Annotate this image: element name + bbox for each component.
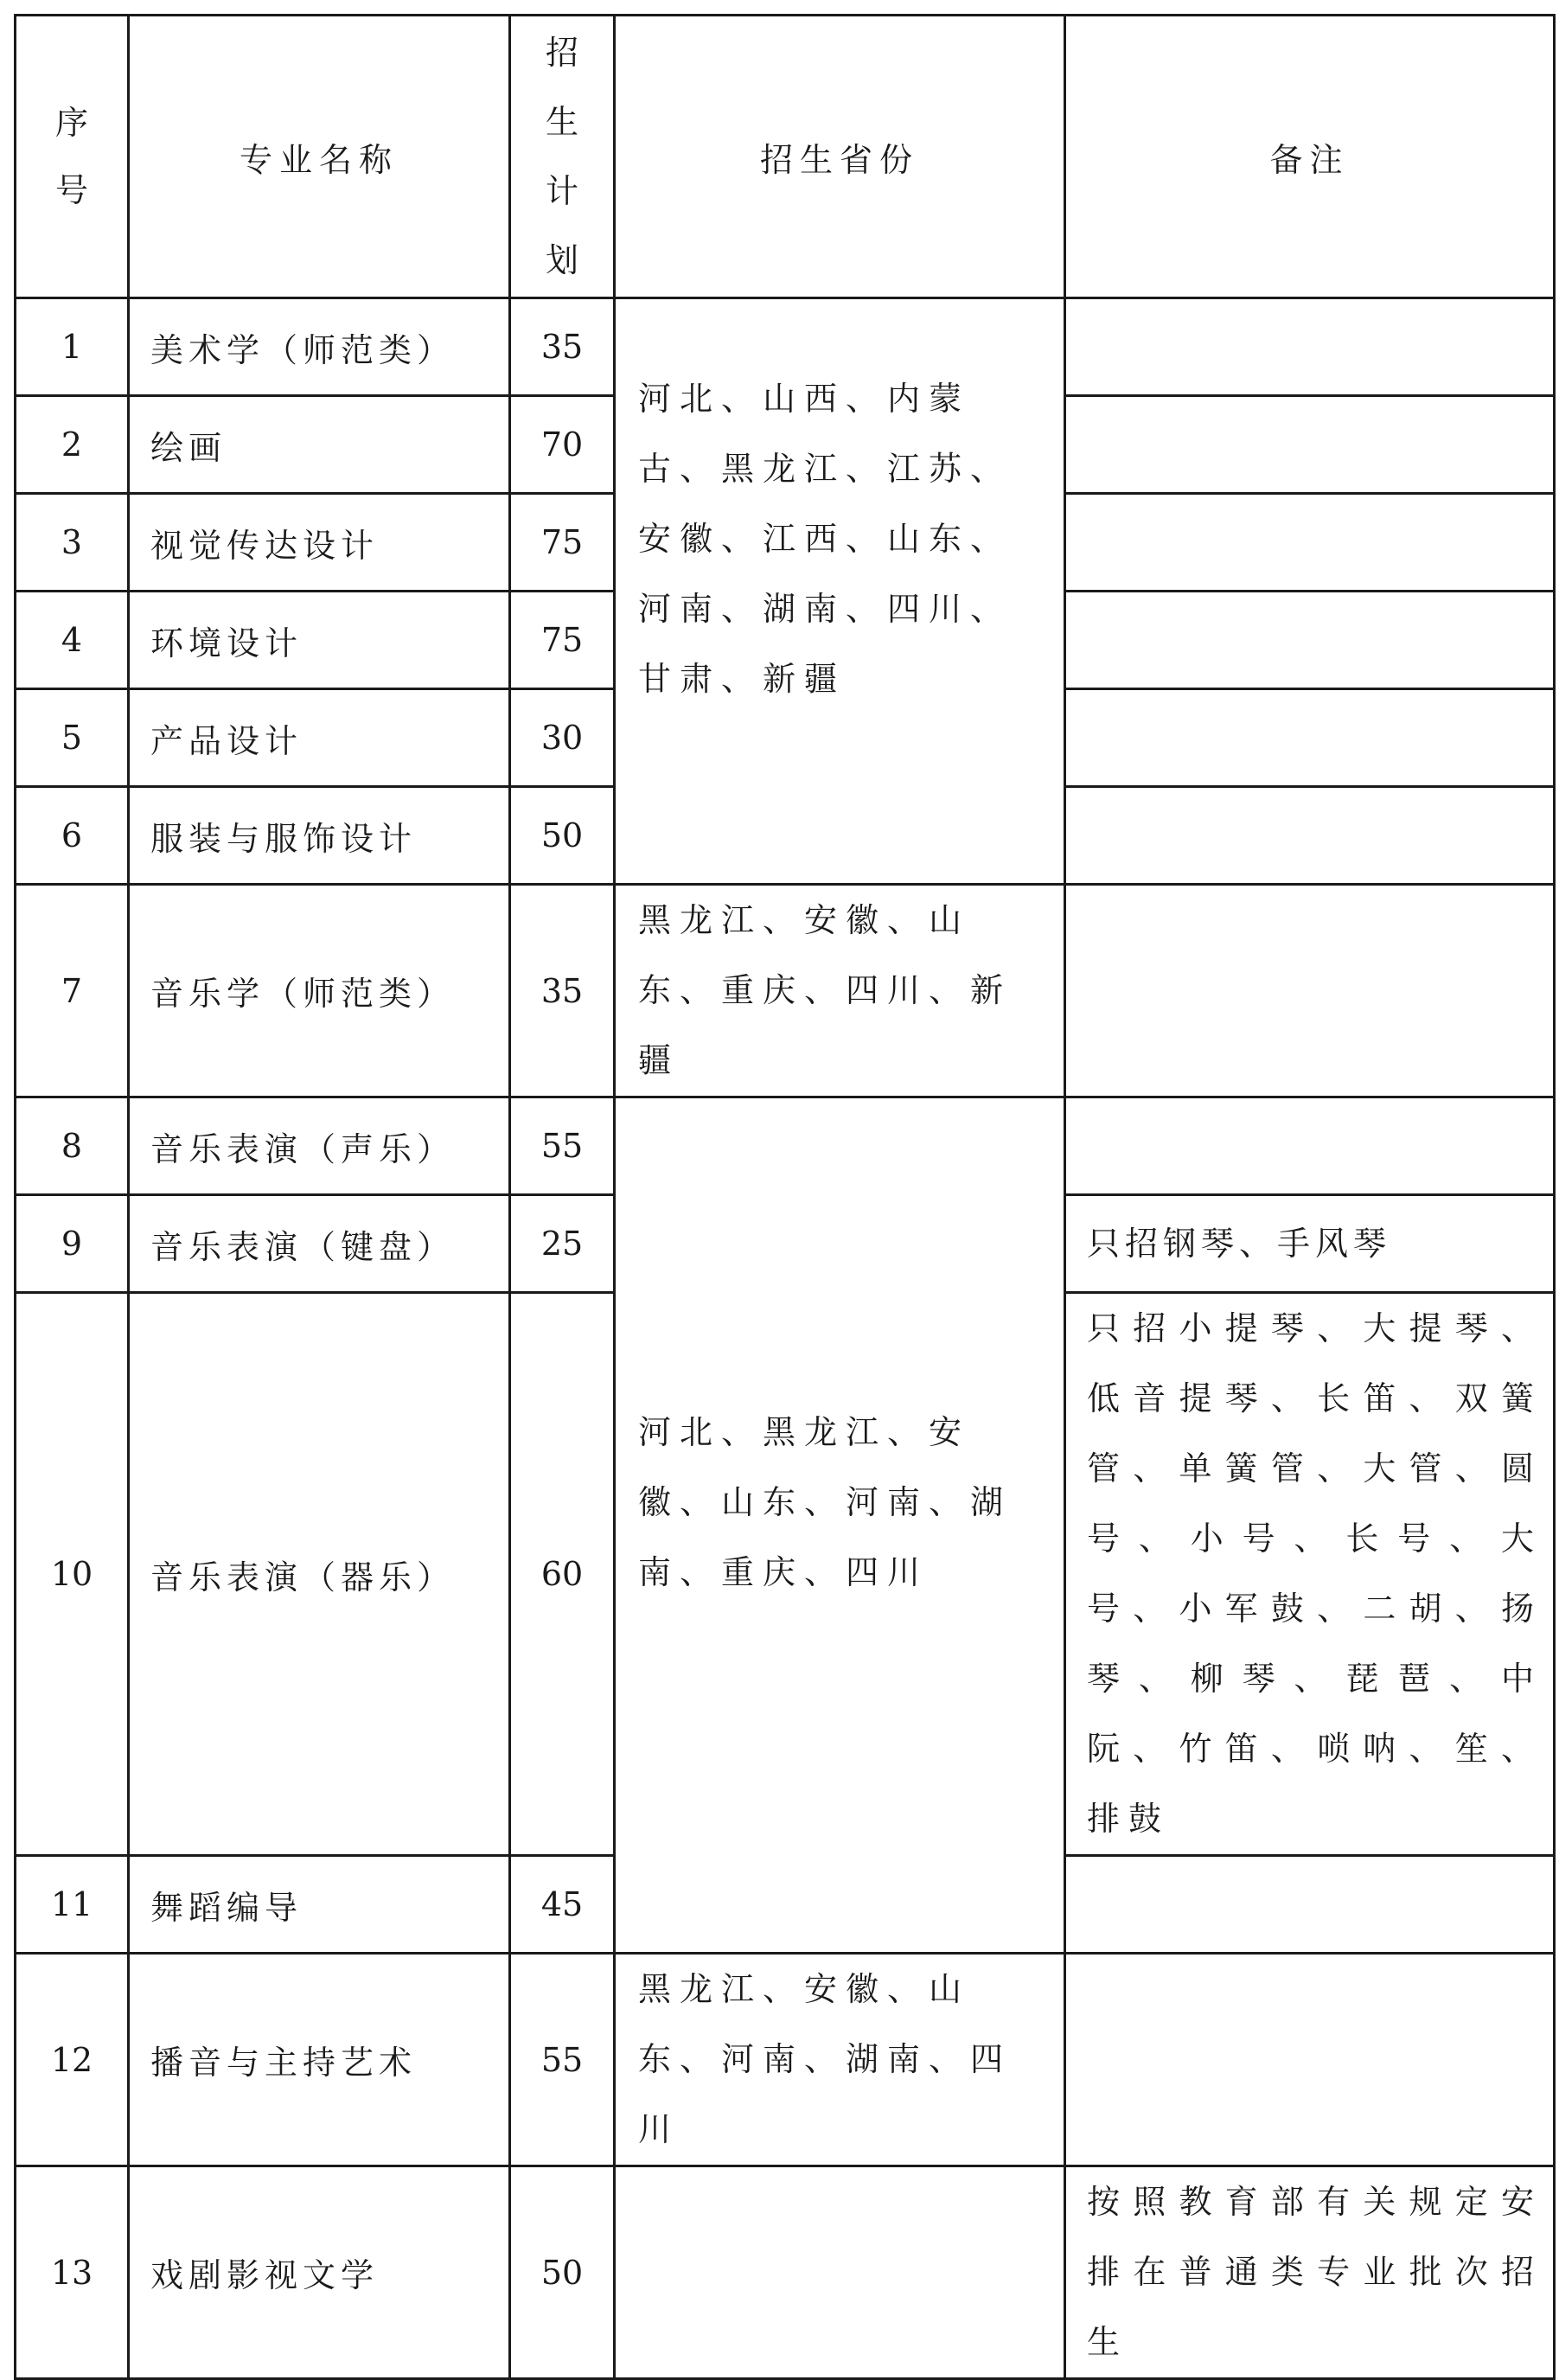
table-header-row [16, 16, 1555, 298]
enrollment-plan-table [14, 14, 1556, 2380]
header-seq-char: 号 [54, 171, 88, 209]
cell-plan: 55 [510, 1097, 615, 1195]
cell-note [1065, 787, 1555, 885]
cell-seq: 10 [16, 1293, 129, 1856]
cell-plan: 75 [510, 592, 615, 689]
cell-seq: 1 [16, 298, 129, 396]
cell-plan: 60 [510, 1293, 615, 1856]
cell-provinces [615, 298, 1065, 885]
cell-plan: 70 [510, 396, 615, 494]
cell-note: 只招小提琴、大提琴、低音提琴、长笛、双簧管、单簧管、大管、圆号、小号、长号、大号、小军鼓、二胡、扬琴、柳琴、琵琶、中阮、竹笛、唢呐、笙、排鼓 [1065, 1293, 1555, 1856]
cell-provinces: 黑龙江、安徽、山东、河南、湖南、四川 [615, 1954, 1065, 2166]
cell-plan: 30 [510, 689, 615, 787]
cell-seq: 6 [16, 787, 129, 885]
cell-seq: 5 [16, 689, 129, 787]
cell-provinces [615, 1097, 1065, 1954]
cell-major: 产品设计 [129, 689, 510, 787]
cell-note [1065, 689, 1555, 787]
table-row [16, 1954, 1555, 2166]
cell-plan: 55 [510, 1954, 615, 2166]
cell-note [1065, 1954, 1555, 2166]
provinces-text: 河北、黑龙江、安徽、山东、河南、湖南、重庆、四川 [638, 1413, 1013, 1591]
cell-note [1065, 1856, 1555, 1954]
cell-major: 美术学（师范类） [129, 298, 510, 396]
cell-plan: 50 [510, 2166, 615, 2379]
cell-note: 只招钢琴、手风琴 [1065, 1195, 1555, 1293]
header-plan-char: 划 [545, 241, 578, 279]
table-row [16, 885, 1555, 1097]
cell-seq: 9 [16, 1195, 129, 1293]
header-plan-char: 生 [545, 103, 578, 141]
header-note: 备注 [1065, 16, 1555, 298]
cell-note [1065, 885, 1555, 1097]
cell-plan: 45 [510, 1856, 615, 1954]
header-seq-char: 序 [54, 104, 88, 142]
cell-major: 绘画 [129, 396, 510, 494]
cell-seq: 7 [16, 885, 129, 1097]
provinces-text: 河北、山西、内蒙古、黑龙江、江苏、安徽、江西、山东、河南、湖南、四川、甘肃、新疆 [638, 380, 1013, 698]
table-row [16, 2166, 1555, 2379]
header-provinces: 招生省份 [615, 16, 1065, 298]
cell-major: 音乐学（师范类） [129, 885, 510, 1097]
cell-note [1065, 1097, 1555, 1195]
table-row [16, 298, 1555, 396]
cell-major: 舞蹈编导 [129, 1856, 510, 1954]
header-seq [16, 16, 129, 298]
cell-major: 服装与服饰设计 [129, 787, 510, 885]
cell-plan: 35 [510, 885, 615, 1097]
table-row [16, 1097, 1555, 1195]
cell-note: 按照教育部有关规定安排在普通类专业批次招生 [1065, 2166, 1555, 2379]
cell-seq: 11 [16, 1856, 129, 1954]
cell-major: 播音与主持艺术 [129, 1954, 510, 2166]
cell-plan: 35 [510, 298, 615, 396]
cell-plan: 50 [510, 787, 615, 885]
header-plan-char: 计 [545, 172, 578, 210]
cell-note [1065, 494, 1555, 592]
cell-seq: 13 [16, 2166, 129, 2379]
cell-seq: 12 [16, 1954, 129, 2166]
cell-note [1065, 298, 1555, 396]
cell-seq: 4 [16, 592, 129, 689]
cell-seq: 8 [16, 1097, 129, 1195]
cell-seq: 3 [16, 494, 129, 592]
header-plan-char: 招 [545, 34, 578, 72]
cell-plan: 75 [510, 494, 615, 592]
cell-note [1065, 592, 1555, 689]
cell-note [1065, 396, 1555, 494]
cell-seq: 2 [16, 396, 129, 494]
header-plan [510, 16, 615, 298]
cell-major: 视觉传达设计 [129, 494, 510, 592]
cell-plan: 25 [510, 1195, 615, 1293]
cell-major: 音乐表演（器乐） [129, 1293, 510, 1856]
cell-major: 音乐表演（声乐） [129, 1097, 510, 1195]
cell-major: 戏剧影视文学 [129, 2166, 510, 2379]
cell-provinces: 黑龙江、安徽、山东、重庆、四川、新疆 [615, 885, 1065, 1097]
header-major: 专业名称 [129, 16, 510, 298]
cell-provinces [615, 2166, 1065, 2379]
cell-major: 音乐表演（键盘） [129, 1195, 510, 1293]
cell-major: 环境设计 [129, 592, 510, 689]
